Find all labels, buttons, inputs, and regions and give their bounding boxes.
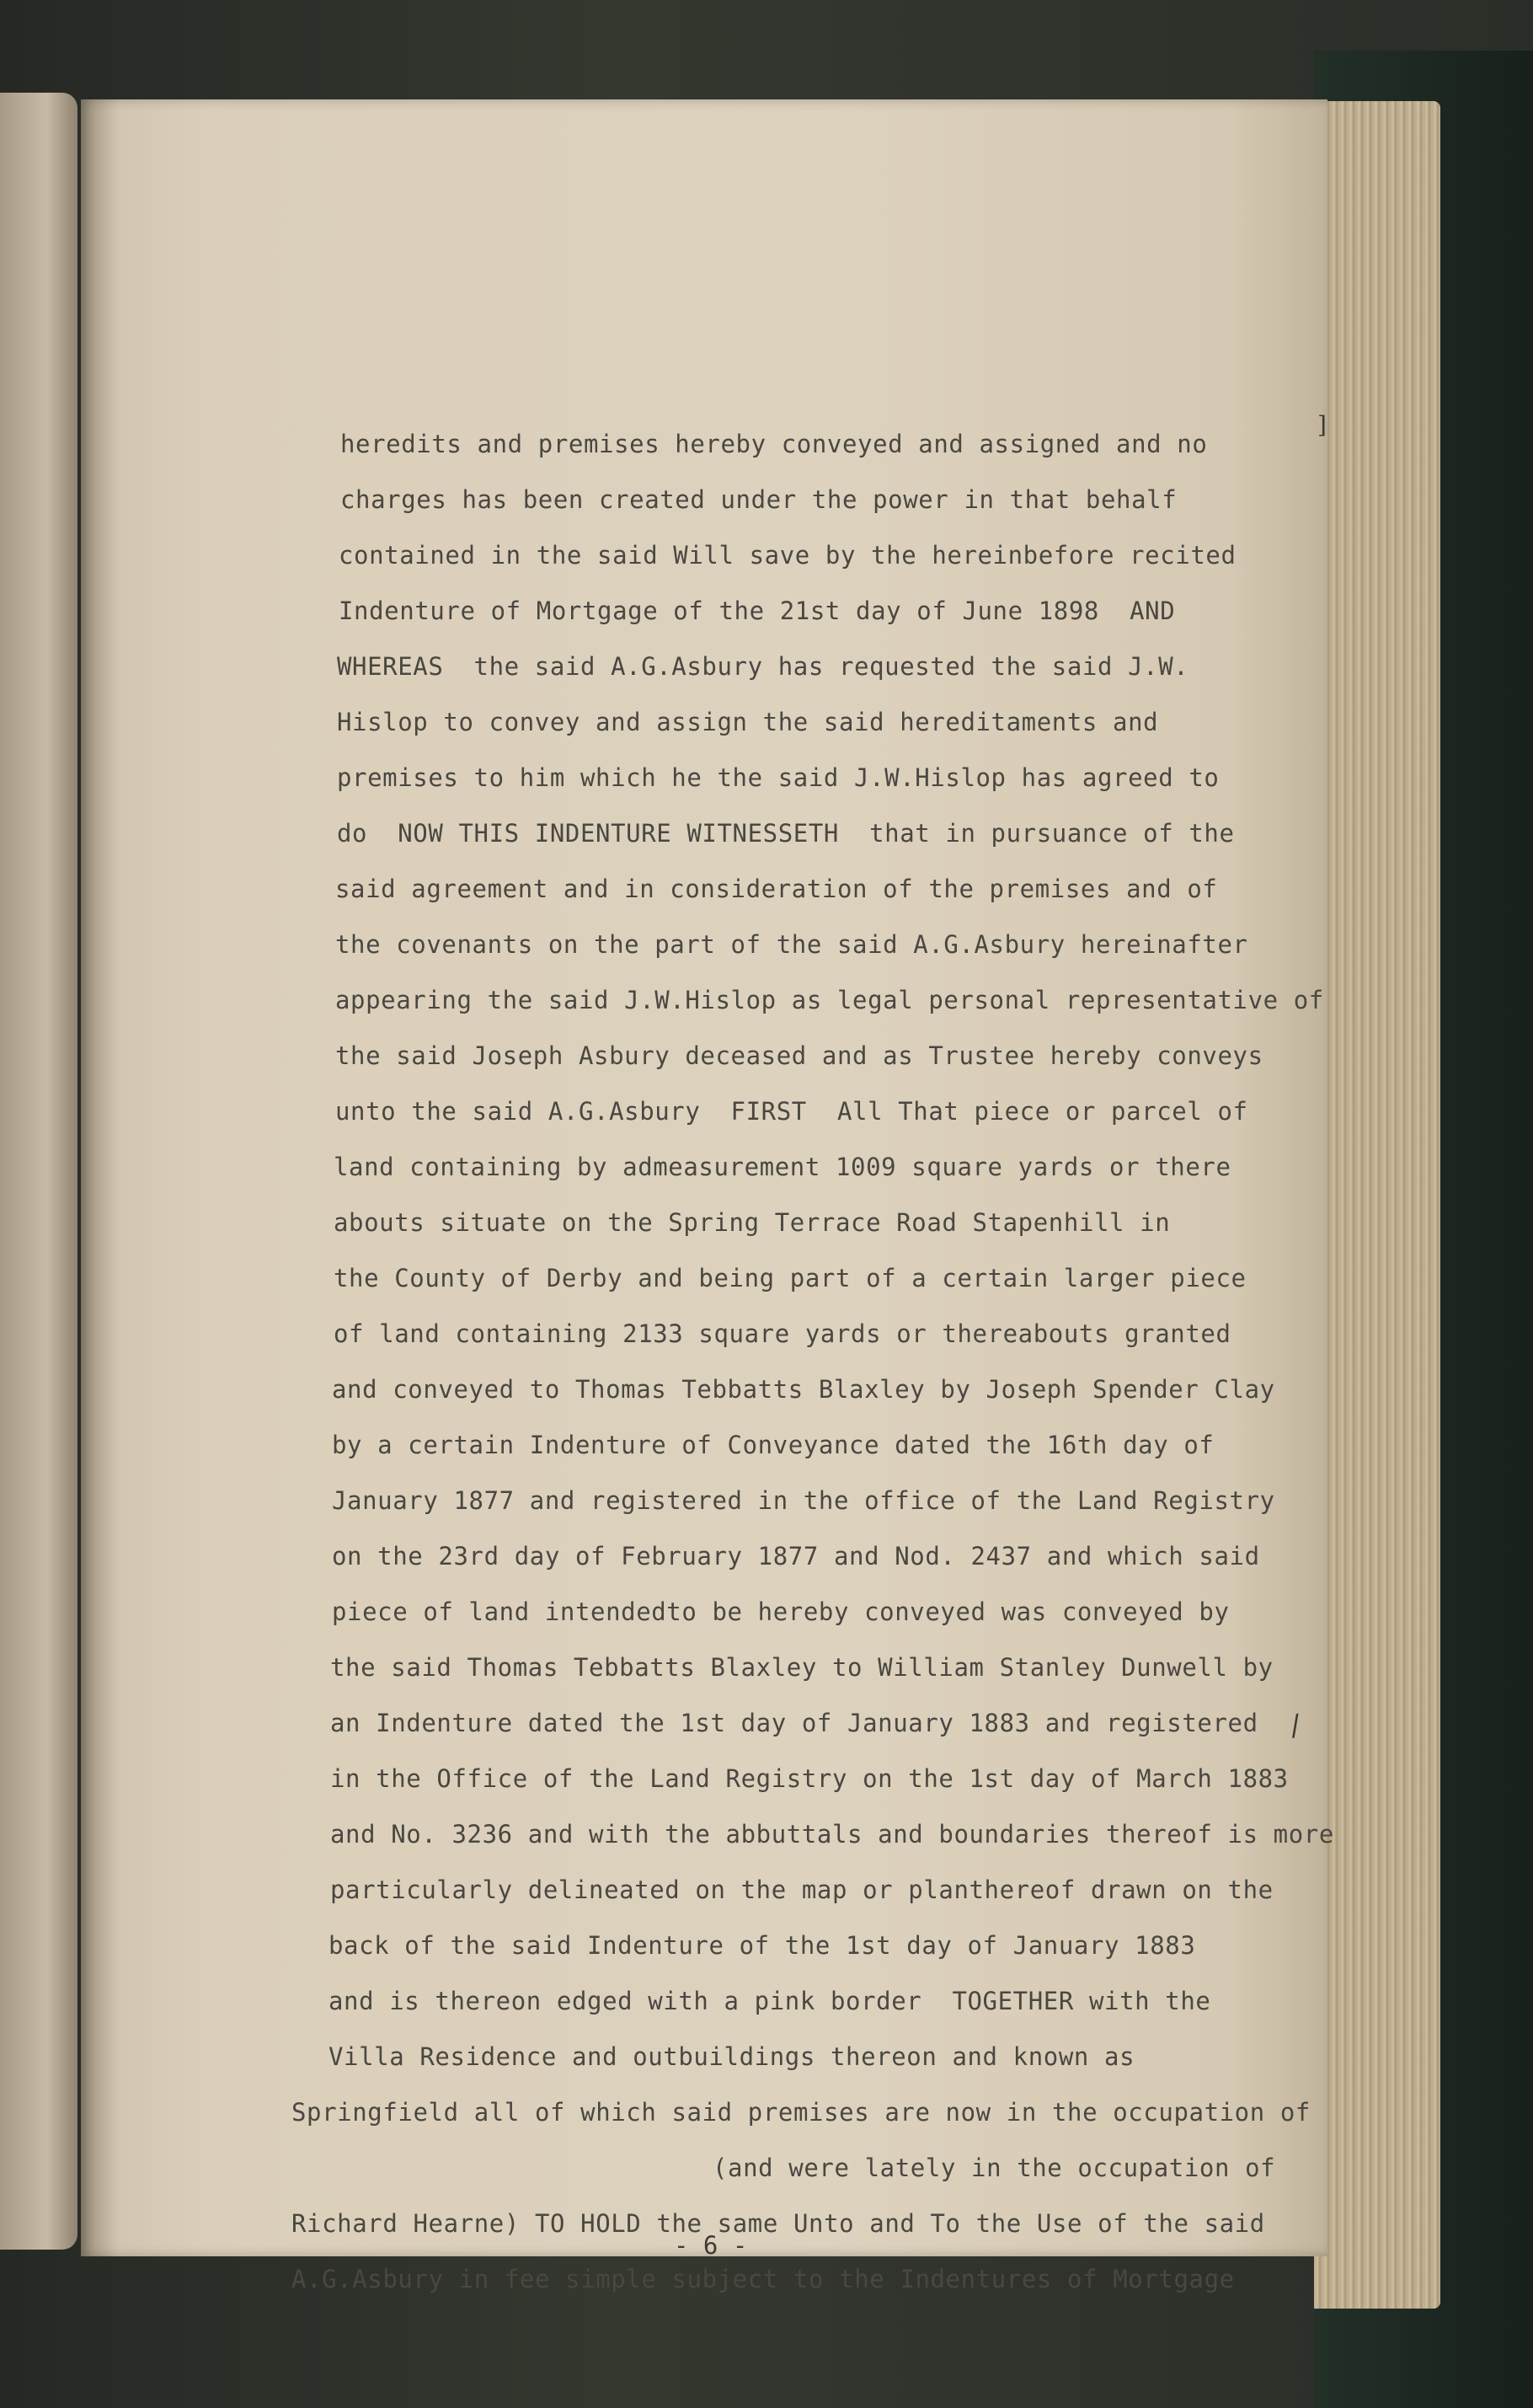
text-line: an Indenture dated the 1st day of January 1883 and registered: [330, 1709, 1258, 1737]
text-line: Indenture of Mortgage of the 21st day of June 1898 AND: [339, 597, 1176, 625]
text-line: particularly delineated on the map or planthereof drawn on the: [330, 1876, 1274, 1904]
text-line: said agreement and in consideration of the premises and of: [335, 875, 1218, 903]
text-line: on the 23rd day of February 1877 and Nod. 2437 and which said: [332, 1542, 1260, 1571]
text-line: Richard Hearne) TO HOLD the same Unto and To the Use of the said: [291, 2209, 1265, 2238]
text-line: (and were lately in the occupation of: [713, 2154, 1276, 2182]
text-line: unto the said A.G.Asbury FIRST All That piece or parcel of: [335, 1097, 1248, 1126]
text-line: heredits and premises hereby conveyed and assigned and no: [340, 430, 1208, 458]
text-line: land containing by admeasurement 1009 square yards or there: [334, 1153, 1231, 1181]
document-page: [81, 99, 1334, 2293]
text-line: Villa Residence and outbuildings thereon and known as: [328, 2042, 1135, 2071]
text-line: of land containing 2133 square yards or thereabouts granted: [334, 1319, 1231, 1348]
text-line: the covenants on the part of the said A.G.Asbury hereinafter: [335, 930, 1248, 959]
handwritten-correction-mark: ∕: [1288, 1708, 1303, 1743]
text-line: Hislop to convey and assign the said hereditaments and: [337, 708, 1159, 736]
text-line: back of the said Indenture of the 1st day of January 1883: [328, 1931, 1196, 1960]
text-line: WHEREAS the said A.G.Asbury has requested the said J.W.: [337, 652, 1189, 681]
text-line: the said Joseph Asbury deceased and as Trustee hereby conveys: [335, 1041, 1263, 1070]
margin-mark: ]: [1317, 411, 1327, 439]
text-line: charges has been created under the power in that behalf: [340, 485, 1178, 514]
text-line: the County of Derby and being part of a certain larger piece: [334, 1264, 1247, 1292]
text-line: do NOW THIS INDENTURE WITNESSETH that in pursuance of the: [337, 819, 1235, 848]
text-line: Springfield all of which said premises are now in the occupation of: [291, 2098, 1311, 2127]
text-line: abouts situate on the Spring Terrace Road Stapenhill in: [334, 1208, 1171, 1237]
text-line: and is thereon edged with a pink border TOGETHER with the: [328, 1987, 1211, 2015]
text-line: January 1877 and registered in the office of the Land Registry: [332, 1486, 1275, 1515]
text-line: in the Office of the Land Registry on the 1st day of March 1883: [330, 1764, 1289, 1793]
text-line: A.G.Asbury in fee simple subject to the Indentures of Mortgage: [291, 2265, 1235, 2293]
text-line: and No. 3236 and with the abbuttals and boundaries thereof is more: [330, 1820, 1334, 1849]
page-edges: [1314, 101, 1440, 2309]
page-number: - 6 -: [674, 2231, 748, 2260]
text-line: premises to him which he the said J.W.Hislop has agreed to: [337, 763, 1220, 792]
text-line: piece of land intendedto be hereby conveyed was conveyed by: [332, 1597, 1230, 1626]
text-line: appearing the said J.W.Hislop as legal personal representative of: [335, 986, 1324, 1014]
text-line: by a certain Indenture of Conveyance dated the 16th day of: [332, 1431, 1215, 1459]
text-line: and conveyed to Thomas Tebbatts Blaxley by Joseph Spender Clay: [332, 1375, 1275, 1404]
text-line: contained in the said Will save by the hereinbefore recited: [339, 541, 1237, 570]
text-line: the said Thomas Tebbatts Blaxley to William Stanley Dunwell by: [330, 1653, 1274, 1682]
left-page-edge: [0, 93, 77, 2250]
